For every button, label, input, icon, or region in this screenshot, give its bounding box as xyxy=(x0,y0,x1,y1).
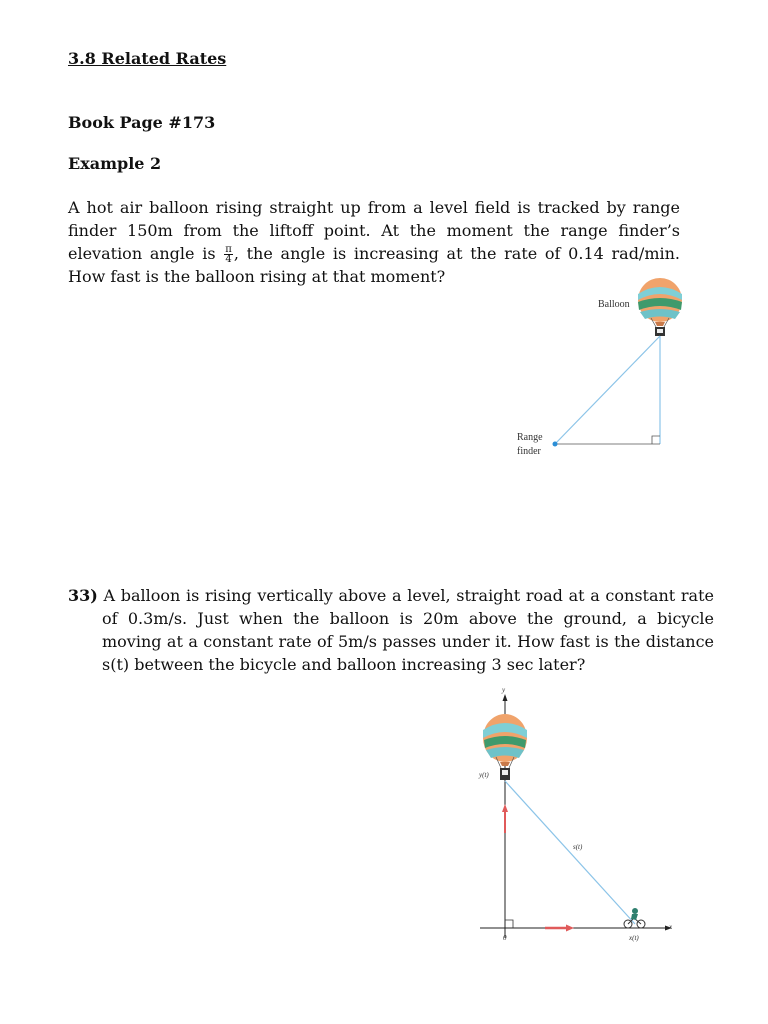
example-label: Example 2 xyxy=(68,154,162,173)
angle-numerator: π xyxy=(225,244,232,255)
angle-denominator: 4 xyxy=(225,254,232,265)
angle-fraction xyxy=(224,245,233,264)
bicycle-illustration xyxy=(624,908,645,928)
problem33-number: 33) xyxy=(68,586,98,605)
yt-label: y(t) xyxy=(479,771,489,779)
origin-label: 0 xyxy=(503,934,507,942)
st-label: s(t) xyxy=(573,843,583,851)
origin-right-angle xyxy=(505,920,513,928)
problem33-body: A balloon is rising vertically above a level, straight road at a constant rate of 0.3m/s. Just when the balloon is 20m above the ground, a bicycle moving at a constant rate of 5m/s passes under it. How fast is the distance s(t) between the bicycle and balloon increasing 3 sec later? xyxy=(102,586,714,674)
x-axis-label: x xyxy=(669,923,673,931)
line-of-sight xyxy=(555,336,660,444)
balloon-illustration-2 xyxy=(483,714,527,780)
balloon-velocity-arrowhead xyxy=(502,804,508,812)
section-title: 3.8 Related Rates xyxy=(68,49,227,68)
distance-line xyxy=(505,781,635,924)
xt-label: x(t) xyxy=(629,934,639,942)
range-finder-label-line2: finder xyxy=(517,446,541,457)
range-finder-label-line1: Range xyxy=(517,432,543,443)
y-axis-arrow xyxy=(503,694,508,701)
bicycle-velocity-arrowhead xyxy=(566,925,574,932)
balloon-illustration xyxy=(638,278,682,336)
range-finder-point xyxy=(553,442,558,447)
book-page-label: Book Page #173 xyxy=(68,113,216,132)
problem33-text xyxy=(68,584,714,676)
balloon-label: Balloon xyxy=(598,299,630,310)
problem33-figure xyxy=(470,688,690,958)
example2-text-part1: A hot air balloon rising straight up from a level field is tracked by range finder 150m from the liftoff point. At the moment the range finder’s elevation angle is xyxy=(68,198,680,263)
y-axis-label: y xyxy=(502,686,506,694)
example2-text-part2: , the angle is increasing at the rate of 0.14 rad/min. How fast is the balloon rising at that moment? xyxy=(68,244,681,286)
right-angle-mark xyxy=(652,436,660,444)
